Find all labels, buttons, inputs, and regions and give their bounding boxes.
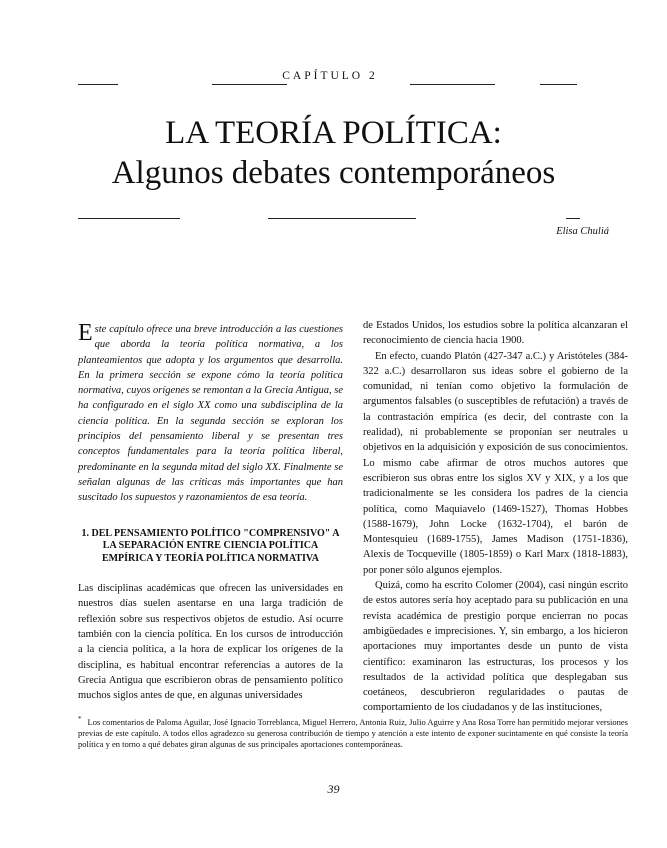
author-name: Elisa Chuliá: [556, 226, 609, 237]
header-rule-far-right: [540, 84, 577, 85]
header-rule-right: [410, 84, 495, 85]
abstract-text: ste capítulo ofrece una breve introducción a las cuestiones que aborda la teoría política normativa, a los planteamientos que adopta y los argumentos que desarrolla. En la primera sección se expone cómo la teoría política normativa, cuyos orígenes se remontan a la Grecia Antigua, se ha configurado en el siglo XX como una subdisciplina de la ciencia política. En la segunda sección se exploran los principios del pensamiento liberal y se presentan tres conceptos fundamentales para la teoría política liberal, predominante en la segunda mitad del siglo XX. Finalmente se señalan algunas de las críticas más importantes que han suscitado los supuestos y razonamientos de esa teoría.: [78, 324, 343, 504]
left-column: [78, 322, 343, 703]
header-rule-left: [78, 84, 118, 85]
section-heading: 1. DEL PENSAMIENTO POLÍTICO "COMPRENSIVO" A LA SEPARACIÓN ENTRE CIENCIA POLÍTICA EMPÍRICA Y TEORÍA POLÍTICA NORMATIVA: [81, 527, 340, 564]
body-paragraph: Quizá, como ha escrito Colomer (2004), casi ningún escrito de estos autores sería hoy aceptado para su publicación en una revista académica de prestigio porque encierran no pocas ambigüedades e imprecisiones. Y, sin embargo, a los hicieron aportaciones muy importantes desde un punto de vista científico: examinaron las estructuras, los procesos y los resultados de la actividad política que desplegaban sus coetáneos, descubrieron regularidades o pautas de comportamiento de los ciudadanos y de las instituciones,: [363, 580, 628, 714]
chapter-label: CAPÍTULO 2: [282, 70, 378, 82]
footnote-text: Los comentarios de Paloma Aguilar, José Ignacio Torreblanca, Miguel Herrero, Antonia Ruiz, Julio Aguirre y Ana Rosa Torre han permitido mejorar versiones previas de este capítulo. A todos ellos agradezco su generosa contribución de tiempo y atención a este intento de exponer sucintamente en qué consiste la teoría política y en torno a qué debates giran algunas de sus principales aportaciones contemporáneas.: [78, 716, 628, 749]
drop-cap: E: [78, 320, 93, 346]
body-paragraph: Las disciplinas académicas que ofrecen las universidades en nuestros días suelen asentarse en una larga tradición de reflexión sobre sus respectivos objetos de estudio. Así ocurre también con la ciencia política. En los cursos de introducción a la ciencia política, a la hora de explicar los orígenes de la disciplina, es habitual encontrar referencias a autores de la Grecia Antigua que escribieron obras de pensamiento político muchos siglos antes de que, en algunas universidades: [78, 583, 343, 702]
right-column: [363, 318, 628, 716]
page-number: 39: [327, 782, 340, 796]
subtitle-rule-left: [78, 218, 180, 219]
footnote-marker: *: [78, 715, 82, 723]
body-paragraph: de Estados Unidos, los estudios sobre la política alcanzaran el reconocimiento de ciencia hacia 1900.: [363, 320, 628, 347]
chapter-subtitle: Algunos debates contemporáneos: [111, 155, 556, 191]
header-rule-mid: [212, 84, 287, 85]
subtitle-rule-mid: [268, 218, 416, 219]
footnote: [78, 714, 628, 750]
body-paragraph: En efecto, cuando Platón (427-347 a.C.) y Aristóteles (384-322 a.C.) desarrollaron sus ideas sobre el gobierno de la comunidad, ni tenían como objetivo la formulación de argumentos falsables (o susceptibles de refutación) a través de la contrastación empírica (es decir, del contraste con la realidad), ni probablemente se proponían ser neutrales u objetivos en la adquisición y exposición de sus conocimientos. Lo mismo cabe afirmar de otros muchos autores que escribieron sus obras entre los siglos XV y XIX, y a los que tradicionalmente se les considera los padres de la ciencia política, como Maquiavelo (1469-1527), Thomas Hobbes (1588-1679), John Locke (1632-1704), el barón de Montesquieu (1689-1755), James Madison (1751-1836), Alexis de Tocqueville (1805-1859) o Karl Marx (1818-1883), por poner sólo algunos ejemplos.: [363, 350, 628, 576]
chapter-title: LA TEORÍA POLÍTICA:: [165, 115, 502, 151]
abstract: [78, 322, 343, 506]
subtitle-rule-right: [566, 218, 580, 219]
